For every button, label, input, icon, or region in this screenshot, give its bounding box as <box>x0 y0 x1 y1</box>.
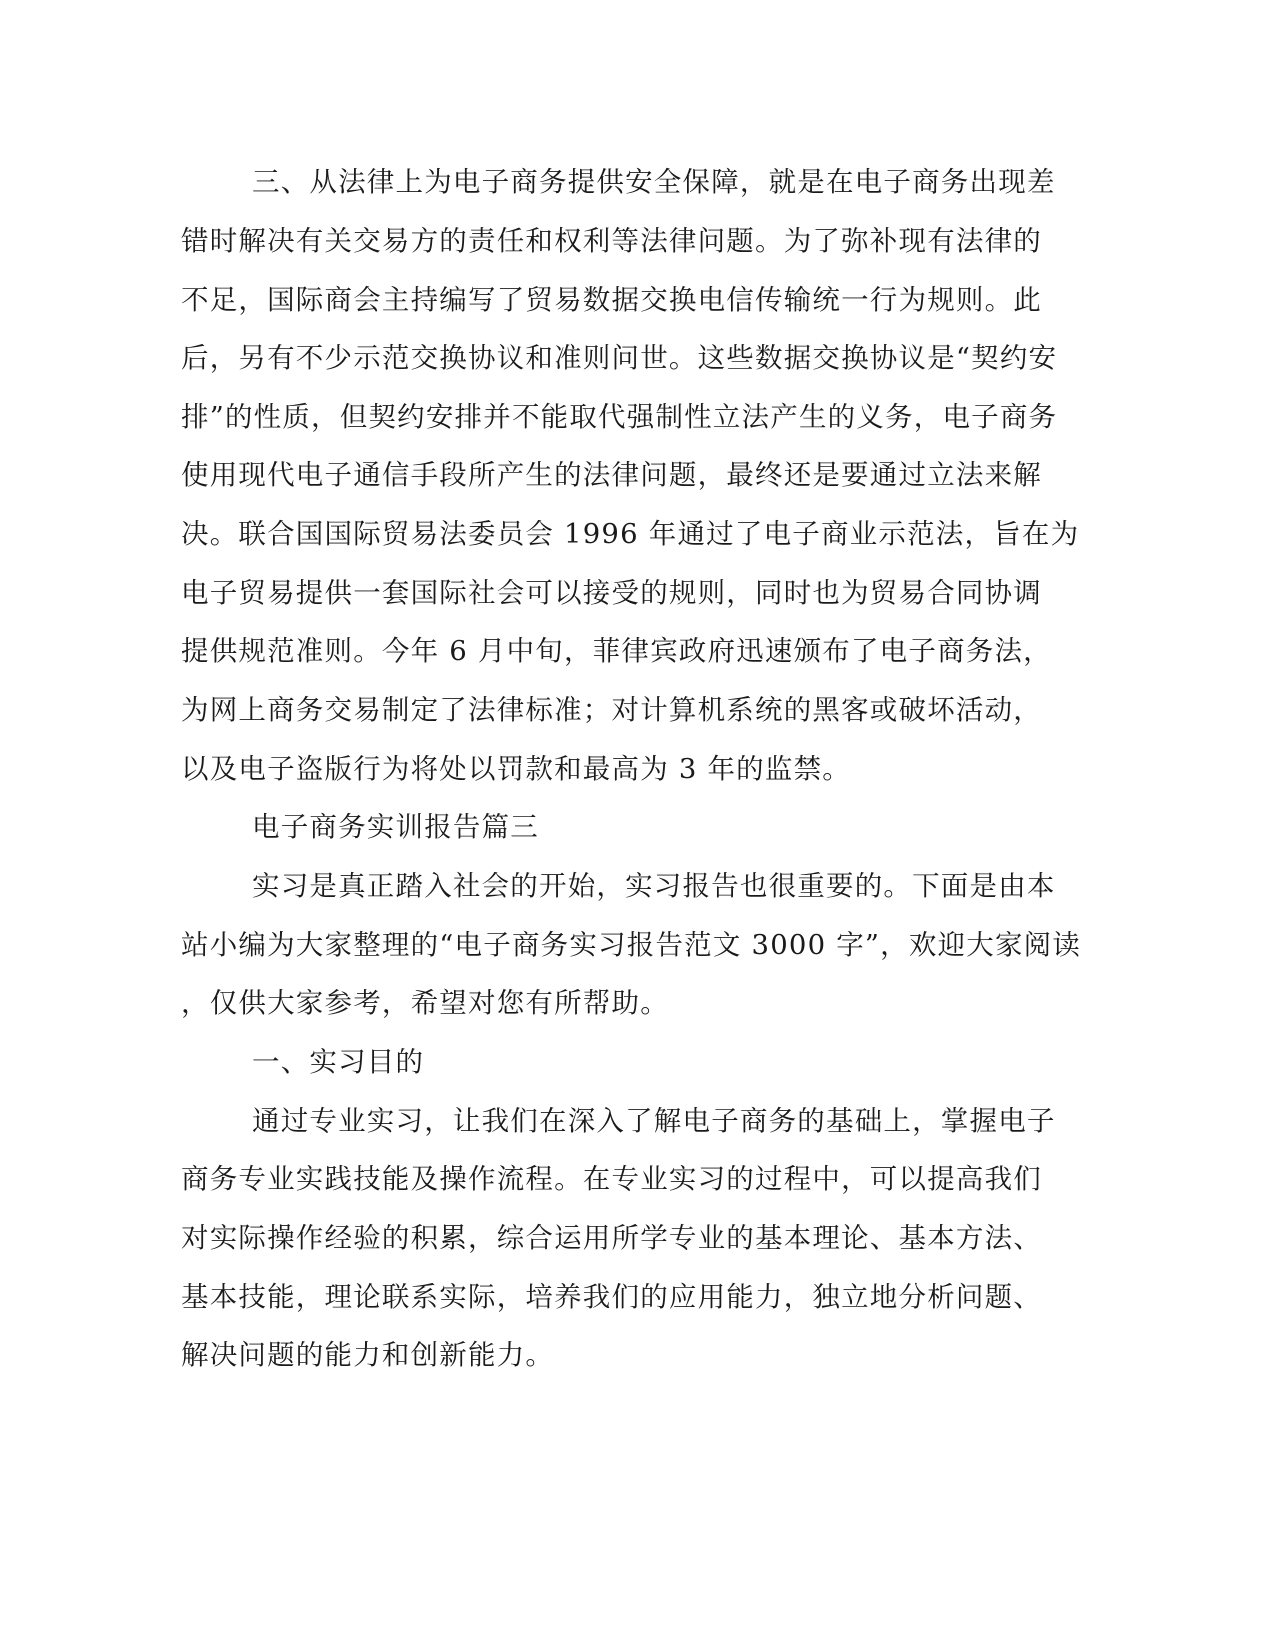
paragraph-1-line-7: 决。联合国国际贸易法委员会 1996 年通过了电子商业示范法，旨在为 <box>181 518 1080 550</box>
paragraph-1-line-3: 不足，国际商会主持编写了贸易数据交换电信传输统一行为规则。此 <box>181 284 1042 316</box>
paragraph-2-line-3: ，仅供大家参考，希望对您有所帮助。 <box>181 987 669 1019</box>
paragraph-1-line-9: 提供规范准则。今年 6 月中旬，菲律宾政府迅速颁布了电子商务法， <box>181 635 1052 667</box>
paragraph-3-line-1: 通过专业实习，让我们在深入了解电子商务的基础上，掌握电子 <box>252 1105 1056 1137</box>
paragraph-3-line-2: 商务专业实践技能及操作流程。在专业实习的过程中，可以提高我们 <box>181 1163 1042 1195</box>
paragraph-1-line-6: 使用现代电子通信手段所产生的法律问题，最终还是要通过立法来解 <box>181 459 1042 491</box>
paragraph-3-line-5: 解决问题的能力和创新能力。 <box>181 1339 555 1371</box>
paragraph-2-line-2: 站小编为大家整理的“电子商务实习报告范文 3000 字”，欢迎大家阅读 <box>181 929 1082 961</box>
paragraph-3-line-4: 基本技能，理论联系实际，培养我们的应用能力，独立地分析问题、 <box>181 1281 1042 1313</box>
paragraph-1-line-1: 三、从法律上为电子商务提供安全保障，就是在电子商务出现差 <box>252 166 1056 198</box>
paragraph-1-line-10: 为网上商务交易制定了法律标准；对计算机系统的黑客或破坏活动， <box>181 694 1042 726</box>
paragraph-1-line-2: 错时解决有关交易方的责任和权利等法律问题。为了弥补现有法律的 <box>181 225 1042 257</box>
paragraph-1-line-5: 排”的性质，但契约安排并不能取代强制性立法产生的义务，电子商务 <box>181 401 1058 433</box>
paragraph-3-line-3: 对实际操作经验的积累，综合运用所学专业的基本理论、基本方法、 <box>181 1222 1042 1254</box>
paragraph-1-line-8: 电子贸易提供一套国际社会可以接受的规则，同时也为贸易合同协调 <box>181 577 1042 609</box>
section-heading: 电子商务实训报告篇三 <box>252 811 539 843</box>
subheading-internship-purpose: 一、实习目的 <box>252 1046 425 1078</box>
paragraph-2-line-1: 实习是真正踏入社会的开始，实习报告也很重要的。下面是由本 <box>252 870 1056 902</box>
paragraph-1-line-4: 后，另有不少示范交换协议和准则问世。这些数据交换协议是“契约安 <box>181 342 1058 374</box>
paragraph-1-line-11: 以及电子盗版行为将处以罚款和最高为 3 年的监禁。 <box>181 753 851 785</box>
